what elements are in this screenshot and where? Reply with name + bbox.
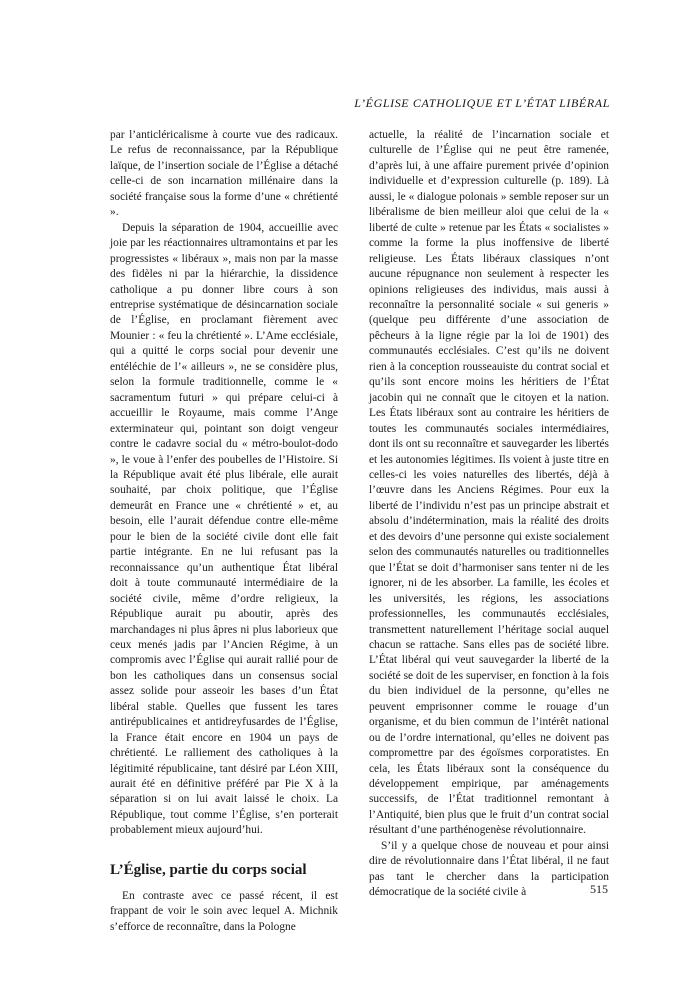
- section-heading: L’Église, partie du corps social: [110, 861, 307, 878]
- right-column: [369, 128, 609, 901]
- page-number: 515: [590, 882, 608, 896]
- left-column: [110, 128, 338, 935]
- paragraph: Depuis la séparation de 1904, accueillie avec joie par les réactionnaires ultramontains et par les progressistes « libéraux », mais non par la masse des fidèles ni par la hiérarchie, la dissidence catholique a pu donner libre cours à son entreprise systématique de désincarnation sociale de l’Église, en proclamant fièrement avec Mounier : « feu la chrétienté ». L’Ame ecclésiale, qui a quitté le corps social pour devenir une entéléchie de l’« ailleurs », ne se considère plus, selon la formule traditionnelle, comme le « sacramentum futuri » qui prépare celui-ci à accueillir le Royaume, mais comme l’Ange exterminateur qui, pointant son doigt vengeur contre le cadavre social du « métro-boulot-dodo », le voue à l’enfer des poubelles de l’Histoire. Si la République avait été plus libérale, elle aurait souhaité, par choix politique, que l’Église demeurât en France une « chrétienté » et, au besoin, elle l’aurait défendue contre elle-même pour le bien de la société civile dont elle fait partie intégrante. En ne lui refusant pas la reconnaissance qu’un authentique État libéral doit à toute communauté intermédiaire de la société civile, même d’ordre religieux, la République aurait pu aboutir, après des marchandages ni plus âpres ni plus laborieux que ceux menés jadis par l’Ancien Régime, à un compromis avec l’Église qui aurait rallié pour de bon les catholiques dans un consensus social assez solide pour asseoir les bases d’un État libéral stable. Quelles que fussent les tares antirépublicaines et antidreyfusardes de l’Église, la France était encore en 1904 un pays de chrétienté. Le ralliement des catholiques à la légitimité républicaine, tant désiré par Léon XIII, aurait été en définitive préféré par Pie X à la séparation si on lui avait laissé le choix. La République, tout comme l’Église, s’en porterait probablement mieux aujourd’hui.: [110, 221, 338, 837]
- running-head: L’ÉGLISE CATHOLIQUE ET L’ÉTAT LIBÉRAL: [354, 96, 610, 110]
- paragraph: S’il y a quelque chose de nouveau et pour ainsi dire de révolutionnaire dans l’État libéral, il ne faut pas tant le chercher dans la participation démocratique de la société civile à: [369, 839, 609, 899]
- paragraph: actuelle, la réalité de l’incarnation sociale et culturelle de l’Église qui ne peut être ramenée, d’après lui, à une affaire purement privée d’opinion individuelle et d’expression culturelle (p. 189). Là aussi, le « dialogue polonais » semble reposer sur un libéralisme de bien meilleur aloi que celui de la « liberté de culte » retenue par les États « socialistes » comme la forme la plus inoffensive de liberté religieuse. Les États libéraux classiques n’ont aucune répugnance non seulement à respecter les opinions religieuses des individus, mais aussi à reconnaître la personnalité sociale « sui generis » (quelque peu différente d’une association de pêcheurs à la ligne régie par la loi de 1901) des communautés ecclésiales. C’est qu’ils ne doivent rien à la conception rousseauiste du contrat social et qu’ils sont encore moins les héritiers de l’État jacobin qui ne connaît que le citoyen et la nation. Les États libéraux sont au contraire les héritiers de toutes les communautés sociales intermédiaires, dont ils ont su reconnaître et sauvegarder les libertés et les autonomies légitimes. Ils voient à juste titre en celles-ci les voies naturelles des libertés, déjà à l’œuvre dans les Anciens Régimes. Pour eux la liberté de l’individu n’est pas un principe abstrait et absolu d’indétermination, mais la réalité des droits et des devoirs d’une personne qui existe socialement selon des communautés naturelles ou traditionnelles que l’État se doit d’harmoniser sans tenter ni de les ignorer, ni de les absorber. La famille, les écoles et les universités, les régions, les associations professionnelles, les communautés ecclésiales, transmettent naturellement l’héritage social auquel chacun se rattache. Sans elles pas de société libre. L’État libéral qui veut sauvegarder la liberté de la société se doit de les superviser, en fonction à la fois du bien individuel de la personne, qu’elles ne peuvent emprisonner comme le rouage d’un organisme, et du bien commun de l’intérêt national ou de l’ordre international, qu’elles ne doivent pas compromettre par des égoïsmes corporatistes. En cela, les États libéraux sont la conséquence du développement empirique, par aménagements successifs, de l’État traditionnel remontant à l’Antiquité, bien plus que le fruit d’un contrat social résultant d’une parthénogenèse révolutionnaire.: [369, 129, 609, 837]
- paragraph: par l’anticléricalisme à courte vue des radicaux. Le refus de reconnaissance, par la République laïque, de l’insertion sociale de l’Église a détaché celle-ci de son incarnation millénaire dans la société française sous la forme d’une « chrétienté ».: [110, 129, 338, 219]
- paragraph: En contraste avec ce passé récent, il est frappant de voir le soin avec lequel A. Michnik s’efforce de reconnaître, dans la Pologne: [110, 889, 338, 933]
